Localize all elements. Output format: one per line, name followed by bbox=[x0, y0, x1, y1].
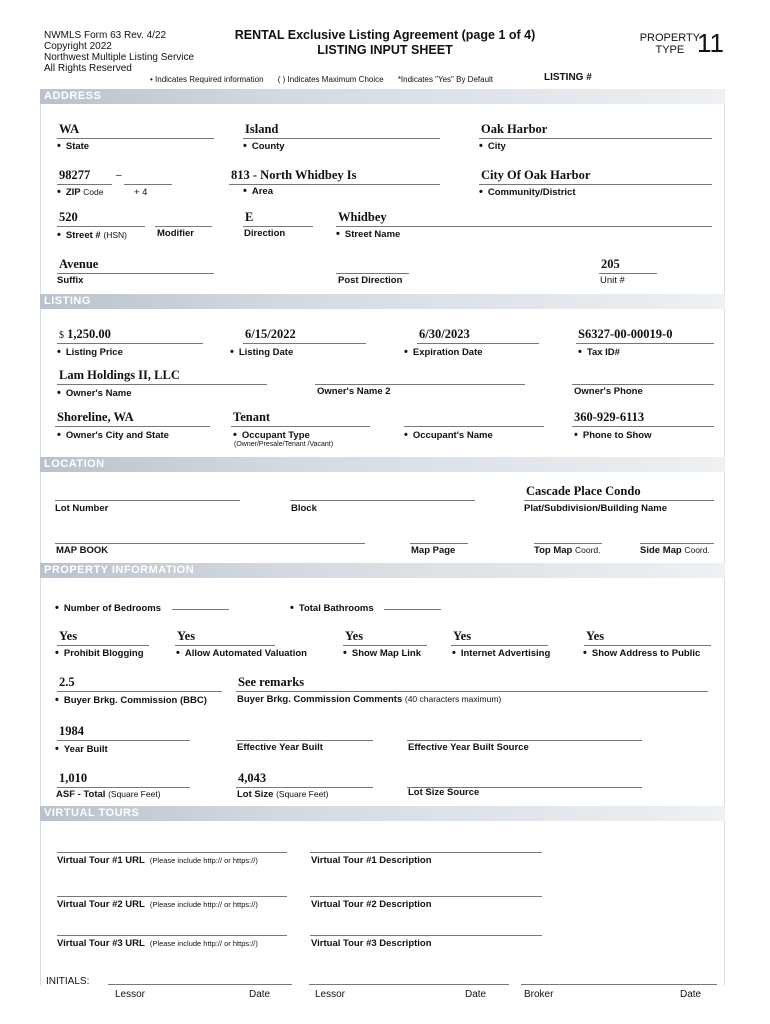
listing-price-label: • Listing Price bbox=[57, 346, 123, 358]
virtual-tour-2-description-field[interactable] bbox=[310, 896, 542, 897]
title-line-1: RENTAL Exclusive Listing Agreement (page 1 of 4) bbox=[234, 28, 536, 42]
virtual-tour-3-description-label: Virtual Tour #3 Description bbox=[311, 938, 432, 949]
modifier-label: Modifier bbox=[157, 228, 194, 239]
county-field[interactable]: Island bbox=[243, 122, 440, 139]
bathrooms-field[interactable] bbox=[384, 609, 441, 610]
top-map-label bbox=[534, 545, 601, 556]
broker-initials-field[interactable] bbox=[521, 984, 717, 985]
block-field[interactable] bbox=[290, 484, 475, 501]
lot-size-label bbox=[237, 789, 329, 800]
lot-size-label-text: Lot Size bbox=[237, 789, 274, 800]
block-label: Block bbox=[291, 503, 317, 514]
virtual-tour-3-url-label-text: Virtual Tour #3 URL bbox=[57, 938, 145, 949]
unit-label: Unit # bbox=[600, 275, 625, 286]
expiration-date-label: • Expiration Date bbox=[404, 346, 483, 358]
map-book-field[interactable] bbox=[55, 527, 365, 544]
owner-name-field[interactable]: Lam Holdings II, LLC bbox=[57, 368, 267, 385]
effective-year-source-field[interactable] bbox=[407, 724, 642, 741]
avm-field[interactable]: Yes bbox=[175, 629, 275, 646]
virtual-tour-1-description-label: Virtual Tour #1 Description bbox=[311, 855, 432, 866]
plus4-label: + 4 bbox=[134, 187, 148, 198]
occupant-type-label: • Occupant Type bbox=[233, 429, 310, 441]
post-direction-field[interactable] bbox=[336, 257, 409, 274]
side-map-label-text: Side Map bbox=[640, 545, 682, 556]
broker-label: Broker bbox=[524, 989, 554, 1000]
prohibit-blogging-label: • Prohibit Blogging bbox=[55, 647, 144, 659]
internet-advertising-field[interactable]: Yes bbox=[451, 629, 548, 646]
zip-label bbox=[57, 186, 103, 198]
asf-label bbox=[56, 789, 161, 800]
prohibit-blogging-field[interactable]: Yes bbox=[57, 629, 149, 646]
virtual-tour-3-url-label bbox=[57, 938, 258, 949]
bedrooms-label: • Number of Bedrooms bbox=[55, 602, 161, 614]
property-type-label bbox=[640, 32, 700, 56]
virtual-tour-2-url-label bbox=[57, 899, 258, 910]
community-label: • Community/District bbox=[479, 186, 575, 198]
section-header-address: ADDRESS bbox=[40, 89, 725, 104]
virtual-tour-1-url-field[interactable] bbox=[57, 852, 287, 853]
virtual-tour-1-hint: (Please include http:// or https://) bbox=[149, 856, 258, 865]
street-number-field[interactable]: 520 bbox=[57, 210, 145, 227]
virtual-tour-2-description-label: Virtual Tour #2 Description bbox=[311, 899, 432, 910]
side-map-field[interactable] bbox=[640, 527, 714, 544]
lot-size-source-field[interactable] bbox=[407, 771, 642, 788]
lot-size-field[interactable]: 4,043 bbox=[236, 771, 373, 788]
street-name-label: • Street Name bbox=[336, 228, 400, 240]
virtual-tour-1-description-field[interactable] bbox=[310, 852, 542, 853]
form-line: Northwest Multiple Listing Service bbox=[44, 52, 195, 63]
top-map-label-text: Top Map bbox=[534, 545, 573, 556]
effective-year-field[interactable] bbox=[236, 724, 373, 741]
show-address-field[interactable]: Yes bbox=[584, 629, 711, 646]
effective-year-source-label: Effective Year Built Source bbox=[408, 742, 529, 753]
occupant-name-label: • Occupant's Name bbox=[404, 429, 493, 441]
asf-unit: (Square Feet) bbox=[108, 789, 161, 799]
unit-field[interactable]: 205 bbox=[599, 257, 657, 274]
expiration-date-field[interactable]: 6/30/2023 bbox=[417, 327, 539, 344]
plat-field[interactable]: Cascade Place Condo bbox=[524, 484, 714, 501]
owner-city-field[interactable]: Shoreline, WA bbox=[55, 410, 210, 427]
area-field[interactable]: 813 - North Whidbey Is bbox=[229, 168, 440, 185]
lessor-2-date-label: Date bbox=[465, 989, 487, 1000]
bbc-comments-hint: (40 characters maximum) bbox=[404, 694, 502, 704]
bbc-comments-label-text: Buyer Brkg. Commission Comments bbox=[237, 694, 403, 705]
virtual-tour-1-url-label bbox=[57, 855, 258, 866]
modifier-field[interactable] bbox=[155, 210, 212, 227]
side-map-label bbox=[640, 545, 710, 556]
direction-label: Direction bbox=[244, 228, 286, 239]
occupant-type-field[interactable]: Tenant bbox=[231, 410, 370, 427]
virtual-tour-2-hint: (Please include http:// or https://) bbox=[149, 900, 258, 909]
section-header-listing: LISTING bbox=[40, 294, 725, 309]
listing-number-label: LISTING # bbox=[544, 72, 592, 83]
broker-date-label: Date bbox=[680, 989, 702, 1000]
legend-max-choice: ( ) Indicates Maximum Choice bbox=[277, 75, 384, 84]
lessor-1-label: Lessor bbox=[115, 989, 146, 1000]
lessor-2-initials-field[interactable] bbox=[309, 984, 509, 985]
lot-size-unit: (Square Feet) bbox=[276, 789, 329, 799]
legend-required: • Indicates Required information bbox=[150, 75, 264, 84]
top-map-coord: Coord. bbox=[574, 545, 601, 555]
lot-number-field[interactable] bbox=[55, 484, 240, 501]
lessor-1-date-label: Date bbox=[249, 989, 271, 1000]
bbc-field[interactable]: 2.5 bbox=[57, 675, 222, 692]
price-currency: $ bbox=[59, 330, 64, 341]
section-header-property-information: PROPERTY INFORMATION bbox=[40, 563, 725, 578]
owner-name-2-label: Owner's Name 2 bbox=[317, 386, 391, 397]
street-number-label-text: Street # bbox=[65, 230, 101, 241]
listing-price-field[interactable] bbox=[57, 327, 203, 344]
virtual-tour-2-url-field[interactable] bbox=[57, 896, 287, 897]
tax-id-field[interactable]: S6327-00-00019-0 bbox=[576, 327, 714, 344]
bathrooms-label: • Total Bathrooms bbox=[290, 602, 374, 614]
owner-name-2-field[interactable] bbox=[315, 368, 525, 385]
show-map-label: • Show Map Link bbox=[343, 647, 421, 659]
section-header-virtual-tours: VIRTUAL TOURS bbox=[40, 806, 725, 821]
asf-field[interactable]: 1,010 bbox=[57, 771, 190, 788]
show-map-field[interactable]: Yes bbox=[343, 629, 427, 646]
street-number-label bbox=[57, 229, 127, 241]
tax-id-label: • Tax ID# bbox=[578, 346, 620, 358]
side-map-coord: Coord. bbox=[684, 545, 710, 555]
bbc-comments-label bbox=[237, 694, 501, 705]
zip-field[interactable]: 98277 bbox=[57, 168, 112, 185]
listing-date-field[interactable]: 6/15/2022 bbox=[243, 327, 366, 344]
area-label: • Area bbox=[243, 185, 273, 197]
year-built-field[interactable]: 1984 bbox=[57, 724, 190, 741]
street-name-field[interactable]: Whidbey bbox=[336, 210, 712, 227]
owner-name-label: • Owner's Name bbox=[57, 387, 131, 399]
initials-label: INITIALS: bbox=[46, 976, 90, 987]
lot-size-source-label: Lot Size Source bbox=[408, 787, 480, 798]
county-label: • County bbox=[243, 140, 285, 152]
top-map-field[interactable] bbox=[534, 527, 602, 544]
lessor-2-label: Lessor bbox=[315, 989, 346, 1000]
legend-default-yes: *Indicates "Yes" By Default bbox=[397, 75, 494, 84]
lot-number-label: Lot Number bbox=[55, 503, 109, 514]
phone-to-show-field[interactable]: 360-929-6113 bbox=[572, 410, 714, 427]
phone-to-show-label: • Phone to Show bbox=[574, 429, 651, 441]
virtual-tour-1-url-label-text: Virtual Tour #1 URL bbox=[57, 855, 145, 866]
title-line-2: LISTING INPUT SHEET bbox=[317, 43, 453, 57]
show-address-label: • Show Address to Public bbox=[583, 647, 700, 659]
legend bbox=[150, 75, 505, 84]
section-header-location: LOCATION bbox=[40, 457, 725, 472]
hsn-hint: (HSN) bbox=[103, 230, 127, 240]
form-title bbox=[200, 28, 570, 58]
bedrooms-field[interactable] bbox=[172, 609, 229, 610]
map-page-field[interactable] bbox=[410, 527, 468, 544]
zip-plus4-field[interactable] bbox=[124, 168, 172, 185]
zip-code-word: Code bbox=[83, 187, 104, 197]
property-type-value: 11 bbox=[697, 28, 724, 58]
city-field[interactable]: Oak Harbor bbox=[479, 122, 712, 139]
form-line: Copyright 2022 bbox=[44, 41, 112, 52]
listing-price-value: 1,250.00 bbox=[67, 327, 111, 341]
internet-advertising-label: • Internet Advertising bbox=[452, 647, 550, 659]
city-label: • City bbox=[479, 140, 506, 152]
owner-city-label: • Owner's City and State bbox=[57, 429, 169, 441]
occupant-name-field[interactable] bbox=[404, 410, 544, 427]
bbc-label: • Buyer Brkg. Commission (BBC) bbox=[55, 694, 207, 706]
virtual-tour-3-description-field[interactable] bbox=[310, 935, 542, 936]
direction-field[interactable]: E bbox=[243, 210, 313, 227]
state-field[interactable]: WA bbox=[57, 122, 214, 139]
property-type-label-2: TYPE bbox=[655, 44, 685, 56]
form-line: NWMLS Form 63 Rev. 4/22 bbox=[44, 30, 167, 41]
virtual-tour-2-url-label-text: Virtual Tour #2 URL bbox=[57, 899, 145, 910]
virtual-tour-3-url-field[interactable] bbox=[57, 935, 287, 936]
asf-label-text: ASF - Total bbox=[56, 789, 106, 800]
year-built-label: • Year Built bbox=[55, 743, 108, 755]
bbc-comments-field[interactable]: See remarks bbox=[236, 675, 708, 692]
suffix-label: Suffix bbox=[57, 275, 84, 286]
effective-year-label: Effective Year Built bbox=[237, 742, 323, 753]
property-type-label-1: PROPERTY bbox=[639, 32, 700, 44]
form-info bbox=[44, 30, 194, 74]
form-line: All Rights Reserved bbox=[44, 63, 132, 74]
map-page-label: Map Page bbox=[411, 545, 456, 556]
avm-label: • Allow Automated Valuation bbox=[176, 647, 307, 659]
post-direction-label: Post Direction bbox=[338, 275, 403, 286]
suffix-field[interactable]: Avenue bbox=[57, 257, 214, 274]
owner-phone-label: Owner's Phone bbox=[574, 386, 643, 397]
state-label: • State bbox=[57, 140, 89, 152]
lessor-1-initials-field[interactable] bbox=[108, 984, 292, 985]
listing-date-label: • Listing Date bbox=[230, 346, 293, 358]
zip-label-text: ZIP bbox=[65, 187, 81, 198]
owner-phone-field[interactable] bbox=[572, 368, 714, 385]
virtual-tour-3-hint: (Please include http:// or https://) bbox=[149, 939, 258, 948]
plat-label: Plat/Subdivision/Building Name bbox=[524, 503, 668, 514]
occupant-type-hint: (Owner/Presale/Tenant /Vacant) bbox=[234, 441, 334, 448]
zip-dash: – bbox=[116, 170, 122, 181]
community-field[interactable]: City Of Oak Harbor bbox=[479, 168, 712, 185]
map-book-label: MAP BOOK bbox=[56, 545, 109, 556]
